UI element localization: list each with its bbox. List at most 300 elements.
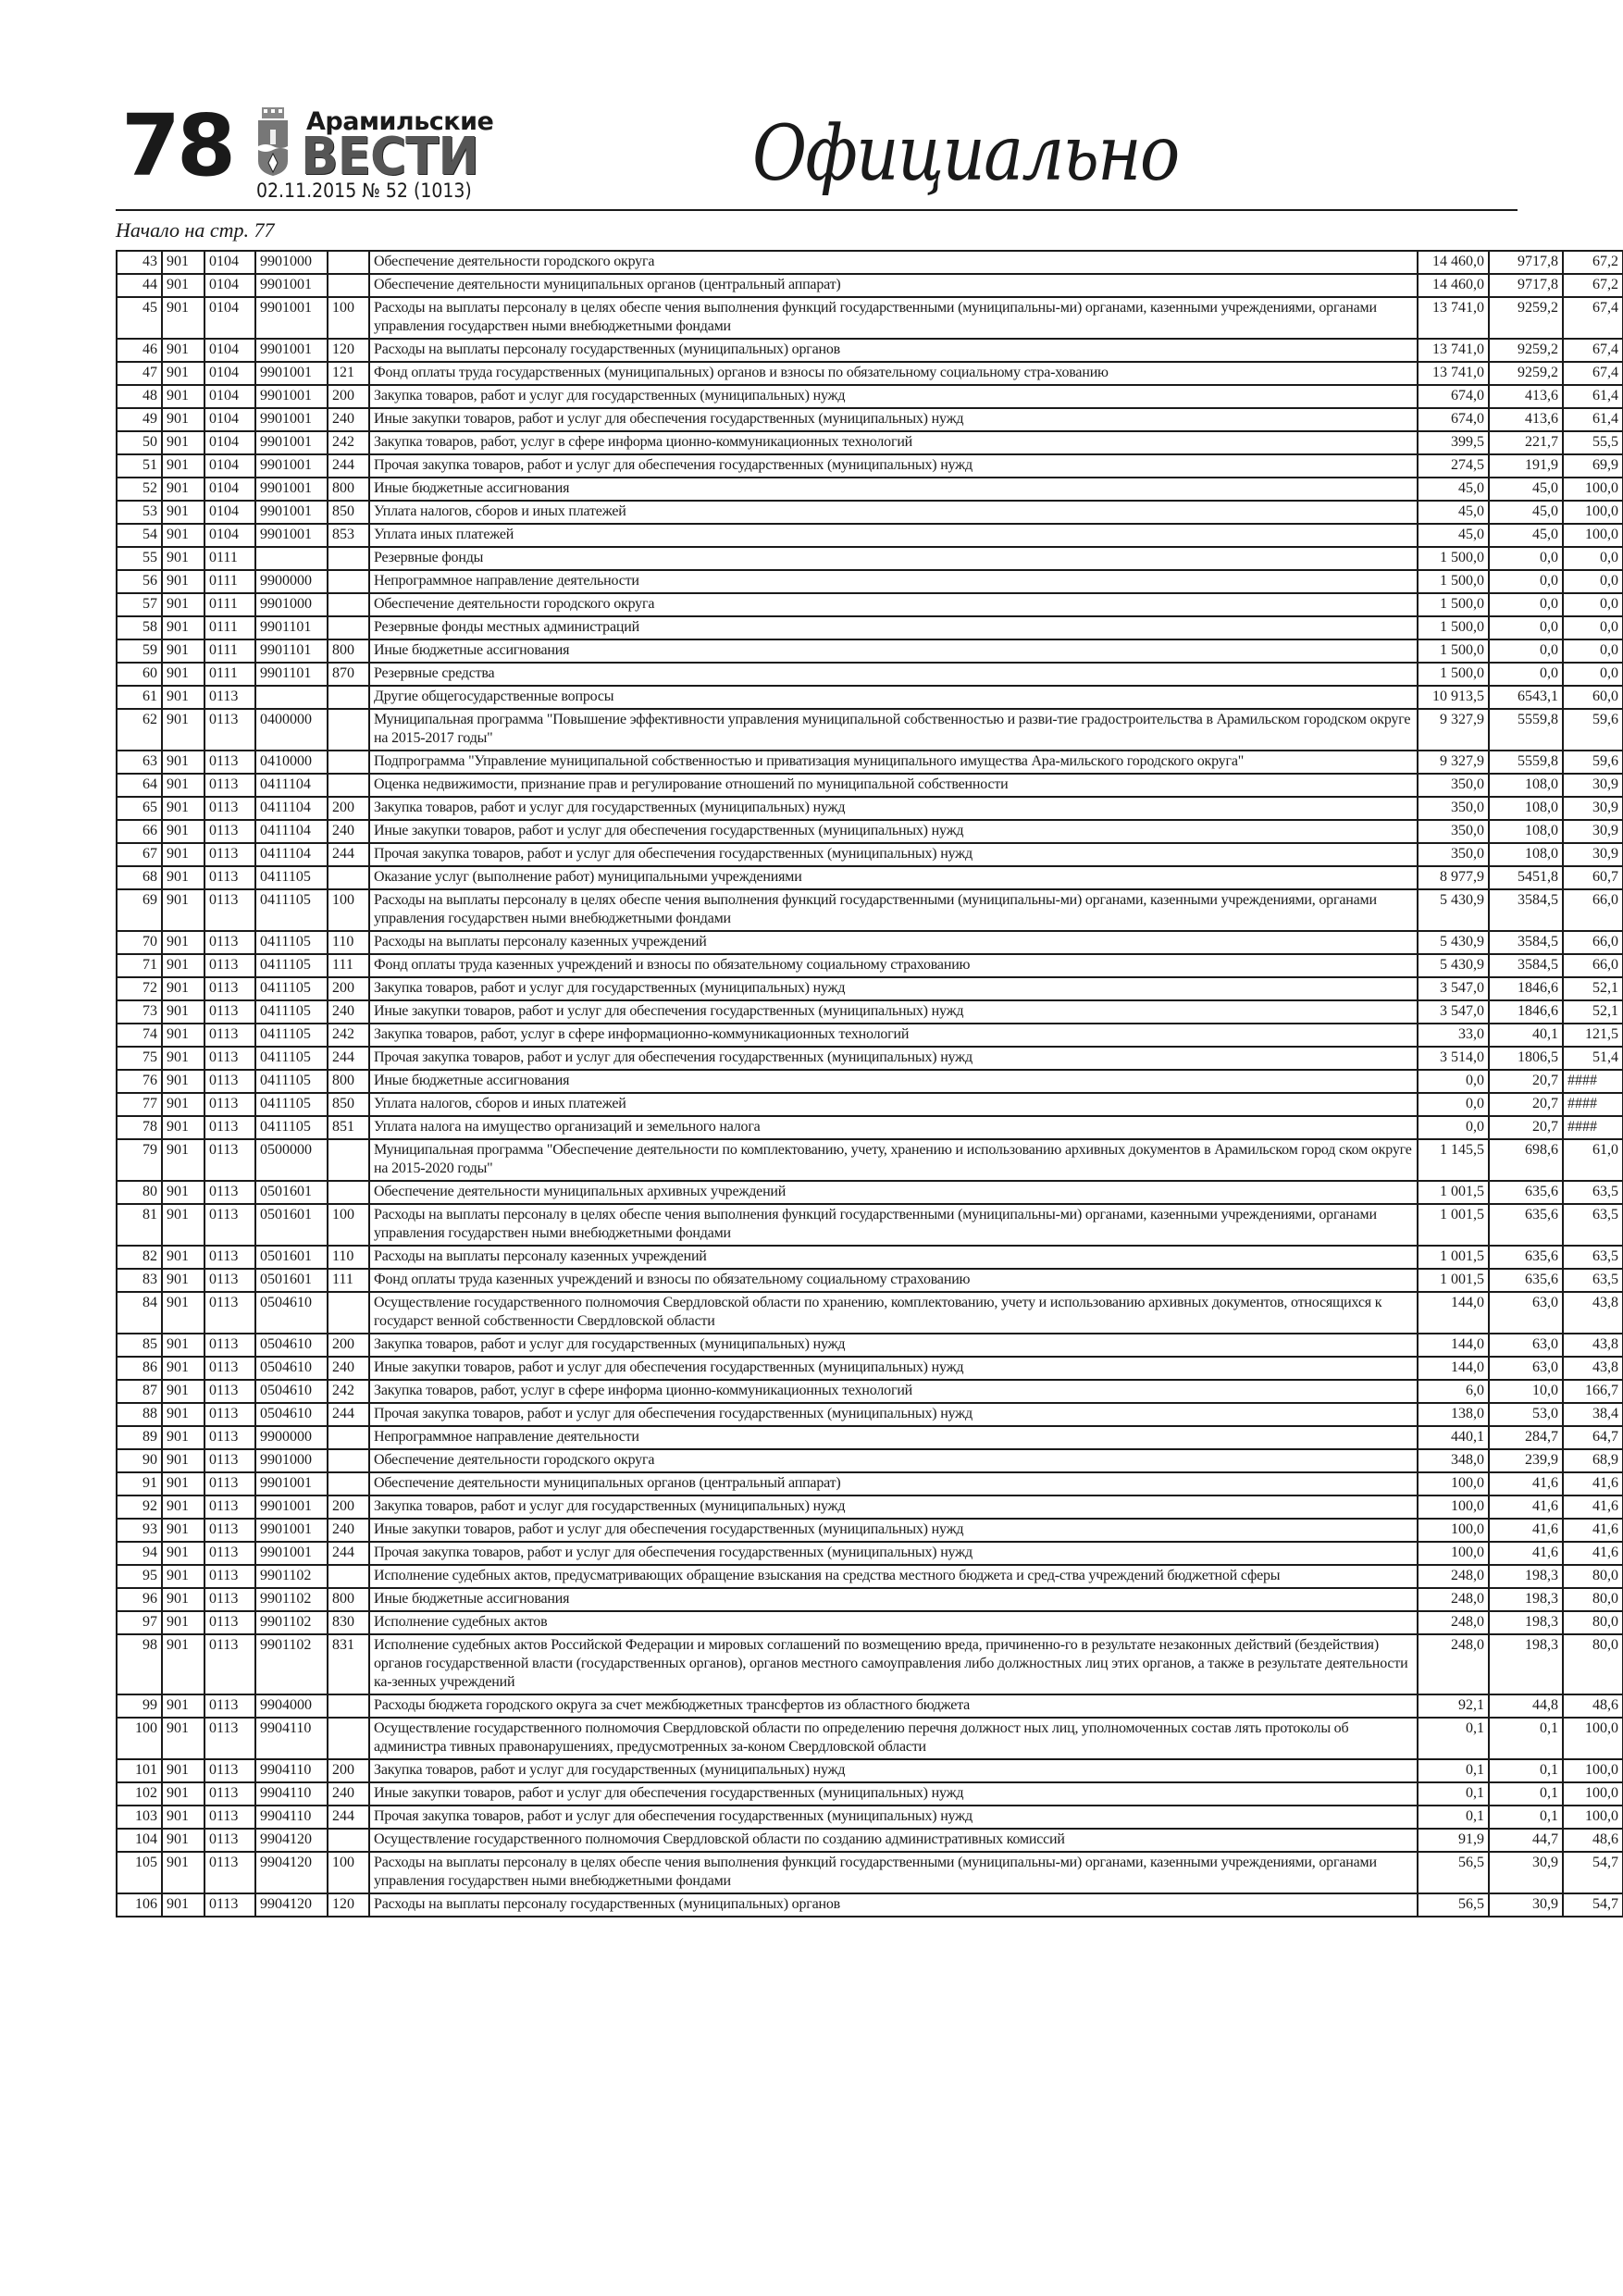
department-code-cell: 901 [162, 1565, 204, 1588]
target-code-cell: 9904110 [255, 1759, 328, 1782]
description-cell: Обеспечение деятельности городского округа [369, 1449, 1418, 1472]
target-code-cell: 9901001 [255, 385, 328, 408]
description-cell: Расходы на выплаты персоналу в целях обеспе чения выполнения функций государственными (муниципальны-ми) органами, казенными учреждениями, органами управления государствен ными внебюджетными фондами [369, 1852, 1418, 1893]
percent-complete-cell: #### [1563, 1070, 1623, 1093]
target-code-cell: 0411105 [255, 1024, 328, 1047]
percent-complete-cell: 0,0 [1563, 616, 1623, 639]
section-code-cell: 0113 [204, 1634, 255, 1694]
expense-type-cell: 800 [328, 478, 369, 501]
actual-amount-cell: 30,9 [1489, 1893, 1563, 1917]
description-cell: Непрограммное направление деятельности [369, 570, 1418, 593]
planned-amount-cell: 248,0 [1418, 1565, 1489, 1588]
row-number-cell: 98 [117, 1634, 162, 1694]
percent-complete-cell: 0,0 [1563, 570, 1623, 593]
description-cell: Закупка товаров, работ и услуг для государственных (муниципальных) нужд [369, 1334, 1418, 1357]
planned-amount-cell: 9 327,9 [1418, 709, 1489, 751]
row-number-cell: 64 [117, 774, 162, 797]
department-code-cell: 901 [162, 1334, 204, 1357]
section-code-cell: 0113 [204, 1718, 255, 1759]
expense-type-cell [328, 616, 369, 639]
expense-type-cell: 200 [328, 797, 369, 820]
percent-complete-cell: 100,0 [1563, 1759, 1623, 1782]
percent-complete-cell: #### [1563, 1116, 1623, 1139]
percent-complete-cell: 80,0 [1563, 1611, 1623, 1634]
table-row [117, 1000, 1623, 1024]
description-cell: Прочая закупка товаров, работ и услуг для обеспечения государственных (муниципальных) нужд [369, 1806, 1418, 1829]
percent-complete-cell: 100,0 [1563, 501, 1623, 524]
expense-type-cell: 831 [328, 1634, 369, 1694]
percent-complete-cell: 67,4 [1563, 297, 1623, 339]
target-code-cell: 9901102 [255, 1588, 328, 1611]
target-code-cell [255, 686, 328, 709]
percent-complete-cell: 66,0 [1563, 954, 1623, 977]
section-code-cell: 0113 [204, 709, 255, 751]
department-code-cell: 901 [162, 478, 204, 501]
expense-type-cell: 244 [328, 454, 369, 478]
section-code-cell: 0113 [204, 1380, 255, 1403]
budget-table [116, 250, 1623, 1917]
description-cell: Прочая закупка товаров, работ и услуг для обеспечения государственных (муниципальных) нужд [369, 1542, 1418, 1565]
actual-amount-cell: 53,0 [1489, 1403, 1563, 1426]
description-cell: Фонд оплаты труда казенных учреждений и взносы по обязательному социальному страхованию [369, 954, 1418, 977]
department-code-cell: 901 [162, 1246, 204, 1269]
planned-amount-cell: 45,0 [1418, 524, 1489, 547]
row-number-cell: 89 [117, 1426, 162, 1449]
expense-type-cell [328, 1426, 369, 1449]
percent-complete-cell: 63,5 [1563, 1204, 1623, 1246]
section-code-cell: 0113 [204, 1496, 255, 1519]
row-number-cell: 75 [117, 1047, 162, 1070]
row-number-cell: 57 [117, 593, 162, 616]
planned-amount-cell: 13 741,0 [1418, 297, 1489, 339]
table-row [117, 797, 1623, 820]
actual-amount-cell: 108,0 [1489, 820, 1563, 843]
row-number-cell: 94 [117, 1542, 162, 1565]
description-cell: Расходы бюджета городского округа за счет межбюджетных трансфертов из областного бюджета [369, 1694, 1418, 1718]
expense-type-cell [328, 1449, 369, 1472]
target-code-cell: 9904000 [255, 1694, 328, 1718]
expense-type-cell: 110 [328, 931, 369, 954]
actual-amount-cell: 5451,8 [1489, 866, 1563, 889]
expense-type-cell: 200 [328, 385, 369, 408]
description-cell: Прочая закупка товаров, работ и услуг для обеспечения государственных (муниципальных) нужд [369, 1047, 1418, 1070]
department-code-cell: 901 [162, 1782, 204, 1806]
table-row [117, 274, 1623, 297]
table-row [117, 1694, 1623, 1718]
table-row [117, 1269, 1623, 1292]
expense-type-cell [328, 1718, 369, 1759]
percent-complete-cell: 52,1 [1563, 977, 1623, 1000]
section-code-cell: 0113 [204, 1426, 255, 1449]
expense-type-cell: 850 [328, 1093, 369, 1116]
section-code-cell: 0104 [204, 274, 255, 297]
expense-type-cell [328, 866, 369, 889]
section-code-cell: 0113 [204, 1806, 255, 1829]
percent-complete-cell: 67,2 [1563, 251, 1623, 274]
planned-amount-cell: 3 514,0 [1418, 1047, 1489, 1070]
description-cell: Иные закупки товаров, работ и услуг для обеспечения государственных (муниципальных) нужд [369, 1519, 1418, 1542]
planned-amount-cell: 138,0 [1418, 1403, 1489, 1426]
target-code-cell: 9901001 [255, 478, 328, 501]
department-code-cell: 901 [162, 547, 204, 570]
section-code-cell: 0113 [204, 1000, 255, 1024]
planned-amount-cell: 14 460,0 [1418, 251, 1489, 274]
actual-amount-cell: 0,1 [1489, 1718, 1563, 1759]
actual-amount-cell: 0,1 [1489, 1806, 1563, 1829]
department-code-cell: 901 [162, 408, 204, 431]
percent-complete-cell: 67,2 [1563, 274, 1623, 297]
description-cell: Прочая закупка товаров, работ и услуг для обеспечения государственных (муниципальных) нужд [369, 1403, 1418, 1426]
percent-complete-cell: 38,4 [1563, 1403, 1623, 1426]
description-cell: Закупка товаров, работ и услуг для государственных (муниципальных) нужд [369, 385, 1418, 408]
target-code-cell: 0411105 [255, 1093, 328, 1116]
actual-amount-cell: 5559,8 [1489, 751, 1563, 774]
description-cell: Расходы на выплаты персоналу казенных учреждений [369, 1246, 1418, 1269]
planned-amount-cell: 13 741,0 [1418, 339, 1489, 362]
planned-amount-cell: 350,0 [1418, 774, 1489, 797]
table-row [117, 1181, 1623, 1204]
row-number-cell: 66 [117, 820, 162, 843]
section-code-cell: 0113 [204, 1694, 255, 1718]
expense-type-cell: 242 [328, 1024, 369, 1047]
description-cell: Осуществление государственного полномочия Свердловской области по хранению, комплектованию, учету и использованию архивных документов, относящихся к государст венной собственности Свердловской области [369, 1292, 1418, 1334]
percent-complete-cell: 67,4 [1563, 339, 1623, 362]
target-code-cell: 9901001 [255, 1472, 328, 1496]
planned-amount-cell: 8 977,9 [1418, 866, 1489, 889]
row-number-cell: 82 [117, 1246, 162, 1269]
actual-amount-cell: 239,9 [1489, 1449, 1563, 1472]
planned-amount-cell: 248,0 [1418, 1611, 1489, 1634]
department-code-cell: 901 [162, 1519, 204, 1542]
department-code-cell: 901 [162, 1426, 204, 1449]
actual-amount-cell: 1846,6 [1489, 1000, 1563, 1024]
table-row [117, 1829, 1623, 1852]
actual-amount-cell: 45,0 [1489, 501, 1563, 524]
row-number-cell: 78 [117, 1116, 162, 1139]
table-row [117, 1565, 1623, 1588]
actual-amount-cell: 63,0 [1489, 1357, 1563, 1380]
row-number-cell: 95 [117, 1565, 162, 1588]
department-code-cell: 901 [162, 1380, 204, 1403]
expense-type-cell [328, 570, 369, 593]
department-code-cell: 901 [162, 709, 204, 751]
description-cell: Обеспечение деятельности муниципальных архивных учреждений [369, 1181, 1418, 1204]
table-row [117, 1047, 1623, 1070]
description-cell: Расходы на выплаты персоналу в целях обеспе чения выполнения функций государственными (муниципальны-ми) органами, казенными учреждениями, органами управления государствен ными внебюджетными фондами [369, 889, 1418, 931]
row-number-cell: 54 [117, 524, 162, 547]
expense-type-cell: 240 [328, 820, 369, 843]
section-code-cell: 0111 [204, 663, 255, 686]
actual-amount-cell: 20,7 [1489, 1116, 1563, 1139]
percent-complete-cell: 121,5 [1563, 1024, 1623, 1047]
row-number-cell: 72 [117, 977, 162, 1000]
percent-complete-cell: 63,5 [1563, 1269, 1623, 1292]
expense-type-cell: 244 [328, 1806, 369, 1829]
description-cell: Другие общегосударственные вопросы [369, 686, 1418, 709]
description-cell: Фонд оплаты труда казенных учреждений и взносы по обязательному социальному страхованию [369, 1269, 1418, 1292]
row-number-cell: 102 [117, 1782, 162, 1806]
planned-amount-cell: 33,0 [1418, 1024, 1489, 1047]
target-code-cell: 9901000 [255, 251, 328, 274]
percent-complete-cell: 43,8 [1563, 1334, 1623, 1357]
section-code-cell: 0104 [204, 362, 255, 385]
planned-amount-cell: 0,0 [1418, 1093, 1489, 1116]
department-code-cell: 901 [162, 616, 204, 639]
table-row [117, 1357, 1623, 1380]
percent-complete-cell: 0,0 [1563, 593, 1623, 616]
description-cell: Исполнение судебных актов [369, 1611, 1418, 1634]
row-number-cell: 99 [117, 1694, 162, 1718]
percent-complete-cell: 54,7 [1563, 1893, 1623, 1917]
department-code-cell: 901 [162, 931, 204, 954]
department-code-cell: 901 [162, 797, 204, 820]
planned-amount-cell: 5 430,9 [1418, 954, 1489, 977]
target-code-cell: 0501601 [255, 1246, 328, 1269]
row-number-cell: 101 [117, 1759, 162, 1782]
percent-complete-cell: 80,0 [1563, 1588, 1623, 1611]
row-number-cell: 106 [117, 1893, 162, 1917]
table-row [117, 1093, 1623, 1116]
target-code-cell: 9901001 [255, 454, 328, 478]
table-row [117, 1334, 1623, 1357]
expense-type-cell [328, 1181, 369, 1204]
department-code-cell: 901 [162, 524, 204, 547]
section-code-cell: 0104 [204, 408, 255, 431]
planned-amount-cell: 248,0 [1418, 1588, 1489, 1611]
percent-complete-cell: 100,0 [1563, 524, 1623, 547]
percent-complete-cell: 60,0 [1563, 686, 1623, 709]
expense-type-cell [328, 251, 369, 274]
department-code-cell: 901 [162, 1829, 204, 1852]
actual-amount-cell: 20,7 [1489, 1070, 1563, 1093]
department-code-cell: 901 [162, 431, 204, 454]
planned-amount-cell: 6,0 [1418, 1380, 1489, 1403]
planned-amount-cell: 45,0 [1418, 478, 1489, 501]
planned-amount-cell: 5 430,9 [1418, 889, 1489, 931]
planned-amount-cell: 248,0 [1418, 1634, 1489, 1694]
table-row [117, 639, 1623, 663]
row-number-cell: 69 [117, 889, 162, 931]
row-number-cell: 60 [117, 663, 162, 686]
expense-type-cell: 830 [328, 1611, 369, 1634]
percent-complete-cell: 41,6 [1563, 1542, 1623, 1565]
table-row [117, 1893, 1623, 1917]
section-code-cell: 0113 [204, 1246, 255, 1269]
section-code-cell: 0113 [204, 686, 255, 709]
table-row [117, 820, 1623, 843]
expense-type-cell: 244 [328, 1542, 369, 1565]
row-number-cell: 46 [117, 339, 162, 362]
description-cell: Уплата налога на имущество организаций и земельного налога [369, 1116, 1418, 1139]
row-number-cell: 104 [117, 1829, 162, 1852]
description-cell: Закупка товаров, работ и услуг для государственных (муниципальных) нужд [369, 1759, 1418, 1782]
section-code-cell: 0113 [204, 1565, 255, 1588]
department-code-cell: 901 [162, 1852, 204, 1893]
description-cell: Иные бюджетные ассигнования [369, 478, 1418, 501]
expense-type-cell: 100 [328, 297, 369, 339]
target-code-cell: 9901001 [255, 339, 328, 362]
actual-amount-cell: 45,0 [1489, 524, 1563, 547]
target-code-cell: 0501601 [255, 1204, 328, 1246]
planned-amount-cell: 0,0 [1418, 1070, 1489, 1093]
percent-complete-cell: 0,0 [1563, 639, 1623, 663]
table-row [117, 524, 1623, 547]
percent-complete-cell: 55,5 [1563, 431, 1623, 454]
planned-amount-cell: 350,0 [1418, 843, 1489, 866]
planned-amount-cell: 1 500,0 [1418, 616, 1489, 639]
row-number-cell: 59 [117, 639, 162, 663]
actual-amount-cell: 413,6 [1489, 385, 1563, 408]
department-code-cell: 901 [162, 1694, 204, 1718]
target-code-cell: 9904110 [255, 1782, 328, 1806]
planned-amount-cell: 274,5 [1418, 454, 1489, 478]
expense-type-cell [328, 1565, 369, 1588]
description-cell: Расходы на выплаты персоналу государственных (муниципальных) органов [369, 1893, 1418, 1917]
actual-amount-cell: 635,6 [1489, 1246, 1563, 1269]
target-code-cell: 0411104 [255, 843, 328, 866]
actual-amount-cell: 40,1 [1489, 1024, 1563, 1047]
table-row [117, 1806, 1623, 1829]
description-cell: Закупка товаров, работ и услуг для государственных (муниципальных) нужд [369, 1496, 1418, 1519]
actual-amount-cell: 41,6 [1489, 1496, 1563, 1519]
coat-of-arms-icon [256, 107, 290, 178]
planned-amount-cell: 56,5 [1418, 1893, 1489, 1917]
percent-complete-cell: 30,9 [1563, 797, 1623, 820]
description-cell: Расходы на выплаты персоналу казенных учреждений [369, 931, 1418, 954]
percent-complete-cell: 30,9 [1563, 820, 1623, 843]
table-row [117, 1759, 1623, 1782]
expense-type-cell: 240 [328, 408, 369, 431]
department-code-cell: 901 [162, 1718, 204, 1759]
percent-complete-cell: 41,6 [1563, 1496, 1623, 1519]
row-number-cell: 52 [117, 478, 162, 501]
row-number-cell: 73 [117, 1000, 162, 1024]
planned-amount-cell: 350,0 [1418, 797, 1489, 820]
section-code-cell: 0113 [204, 954, 255, 977]
description-cell: Оказание услуг (выполнение работ) муниципальными учреждениями [369, 866, 1418, 889]
description-cell: Закупка товаров, работ, услуг в сфере информационно-коммуникационных технологий [369, 1024, 1418, 1047]
target-code-cell: 9901101 [255, 639, 328, 663]
planned-amount-cell: 5 430,9 [1418, 931, 1489, 954]
actual-amount-cell: 3584,5 [1489, 931, 1563, 954]
section-code-cell: 0113 [204, 797, 255, 820]
table-row [117, 774, 1623, 797]
actual-amount-cell: 0,0 [1489, 570, 1563, 593]
department-code-cell: 901 [162, 1070, 204, 1093]
percent-complete-cell: 67,4 [1563, 362, 1623, 385]
row-number-cell: 58 [117, 616, 162, 639]
description-cell: Обеспечение деятельности муниципальных органов (центральный аппарат) [369, 1472, 1418, 1496]
expense-type-cell: 110 [328, 1246, 369, 1269]
section-code-cell: 0113 [204, 977, 255, 1000]
planned-amount-cell: 9 327,9 [1418, 751, 1489, 774]
department-code-cell: 901 [162, 501, 204, 524]
row-number-cell: 100 [117, 1718, 162, 1759]
percent-complete-cell: 68,9 [1563, 1449, 1623, 1472]
header-divider [116, 209, 1518, 211]
expense-type-cell [328, 686, 369, 709]
department-code-cell: 901 [162, 385, 204, 408]
section-code-cell: 0104 [204, 501, 255, 524]
planned-amount-cell: 350,0 [1418, 820, 1489, 843]
target-code-cell: 0504610 [255, 1403, 328, 1426]
description-cell: Подпрограмма "Управление муниципальной собственностью и приватизация муниципального имущества Ара-мильского городского округа" [369, 751, 1418, 774]
section-code-cell: 0113 [204, 1024, 255, 1047]
row-number-cell: 49 [117, 408, 162, 431]
percent-complete-cell: 63,5 [1563, 1181, 1623, 1204]
actual-amount-cell: 413,6 [1489, 408, 1563, 431]
table-row [117, 339, 1623, 362]
target-code-cell: 9901000 [255, 1449, 328, 1472]
section-code-cell: 0111 [204, 547, 255, 570]
actual-amount-cell: 635,6 [1489, 1269, 1563, 1292]
description-cell: Иные закупки товаров, работ и услуг для обеспечения государственных (муниципальных) нужд [369, 408, 1418, 431]
actual-amount-cell: 6543,1 [1489, 686, 1563, 709]
actual-amount-cell: 9259,2 [1489, 297, 1563, 339]
section-code-cell: 0113 [204, 1357, 255, 1380]
department-code-cell: 901 [162, 889, 204, 931]
table-row [117, 1472, 1623, 1496]
department-code-cell: 901 [162, 663, 204, 686]
target-code-cell: 0501601 [255, 1269, 328, 1292]
row-number-cell: 68 [117, 866, 162, 889]
department-code-cell: 901 [162, 1806, 204, 1829]
department-code-cell: 901 [162, 751, 204, 774]
table-row [117, 1070, 1623, 1093]
row-number-cell: 96 [117, 1588, 162, 1611]
actual-amount-cell: 108,0 [1489, 797, 1563, 820]
target-code-cell: 0504610 [255, 1292, 328, 1334]
planned-amount-cell: 0,1 [1418, 1806, 1489, 1829]
table-row [117, 1116, 1623, 1139]
row-number-cell: 50 [117, 431, 162, 454]
target-code-cell: 9901001 [255, 362, 328, 385]
planned-amount-cell: 1 500,0 [1418, 593, 1489, 616]
description-cell: Расходы на выплаты персоналу в целях обеспе чения выполнения функций государственными (муниципальны-ми) органами, казенными учреждениями, органами управления государствен ными внебюджетными фондами [369, 297, 1418, 339]
actual-amount-cell: 198,3 [1489, 1565, 1563, 1588]
target-code-cell: 0411105 [255, 954, 328, 977]
description-cell: Уплата налогов, сборов и иных платежей [369, 501, 1418, 524]
description-cell: Иные закупки товаров, работ и услуг для обеспечения государственных (муниципальных) нужд [369, 1357, 1418, 1380]
expense-type-cell: 853 [328, 524, 369, 547]
section-code-cell: 0104 [204, 251, 255, 274]
department-code-cell: 901 [162, 274, 204, 297]
planned-amount-cell: 144,0 [1418, 1357, 1489, 1380]
percent-complete-cell: 59,6 [1563, 751, 1623, 774]
target-code-cell: 0411105 [255, 1047, 328, 1070]
department-code-cell: 901 [162, 1588, 204, 1611]
table-row [117, 1403, 1623, 1426]
description-cell: Прочая закупка товаров, работ и услуг для обеспечения государственных (муниципальных) нужд [369, 454, 1418, 478]
section-code-cell: 0111 [204, 639, 255, 663]
actual-amount-cell: 1846,6 [1489, 977, 1563, 1000]
planned-amount-cell: 56,5 [1418, 1852, 1489, 1893]
row-number-cell: 70 [117, 931, 162, 954]
department-code-cell: 901 [162, 954, 204, 977]
percent-complete-cell: 52,1 [1563, 1000, 1623, 1024]
planned-amount-cell: 3 547,0 [1418, 1000, 1489, 1024]
table-row [117, 547, 1623, 570]
expense-type-cell [328, 1472, 369, 1496]
actual-amount-cell: 1806,5 [1489, 1047, 1563, 1070]
planned-amount-cell: 1 001,5 [1418, 1246, 1489, 1269]
department-code-cell: 901 [162, 1472, 204, 1496]
actual-amount-cell: 41,6 [1489, 1542, 1563, 1565]
expense-type-cell: 242 [328, 431, 369, 454]
description-cell: Оценка недвижимости, признание прав и регулирование отношений по муниципальной собственности [369, 774, 1418, 797]
table-row [117, 889, 1623, 931]
row-number-cell: 87 [117, 1380, 162, 1403]
